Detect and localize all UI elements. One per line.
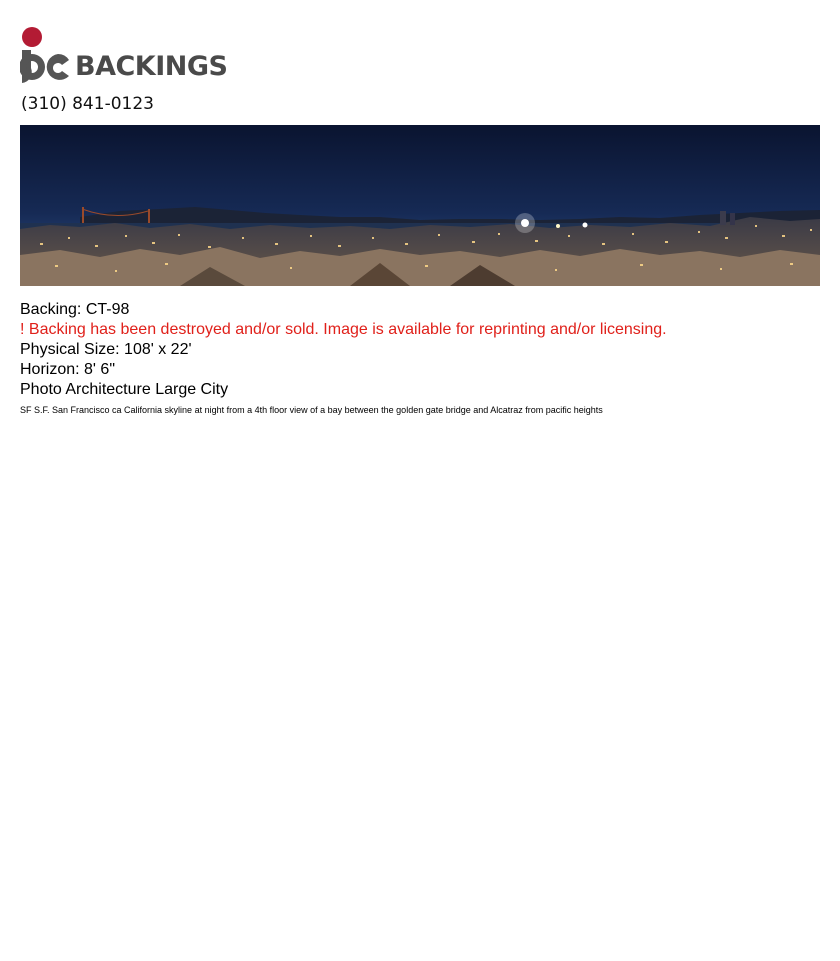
backing-details	[20, 300, 820, 417]
skyline-night-photo	[20, 125, 820, 286]
physical-size: Physical Size: 108' x 22'	[20, 341, 192, 358]
jc-logo-mark	[20, 26, 72, 84]
backing-id: Backing: CT-98	[20, 301, 130, 318]
company-logo[interactable]	[20, 26, 230, 86]
categories: Photo Architecture Large City	[20, 381, 229, 398]
phone-number: (310) 841-0123	[21, 94, 154, 114]
logo-wordmark: BACKINGS	[75, 51, 228, 82]
horizon: Horizon: 8' 6"	[20, 361, 115, 378]
description: SF S.F. San Francisco ca California skyline at night from a 4th floor view of a bay between the golden gate bridge and Alcatraz from pacific heights	[20, 405, 603, 415]
backing-image[interactable]	[20, 125, 820, 286]
availability-notice: ! Backing has been destroyed and/or sold. Image is available for reprinting and/or licensing.	[20, 321, 667, 338]
